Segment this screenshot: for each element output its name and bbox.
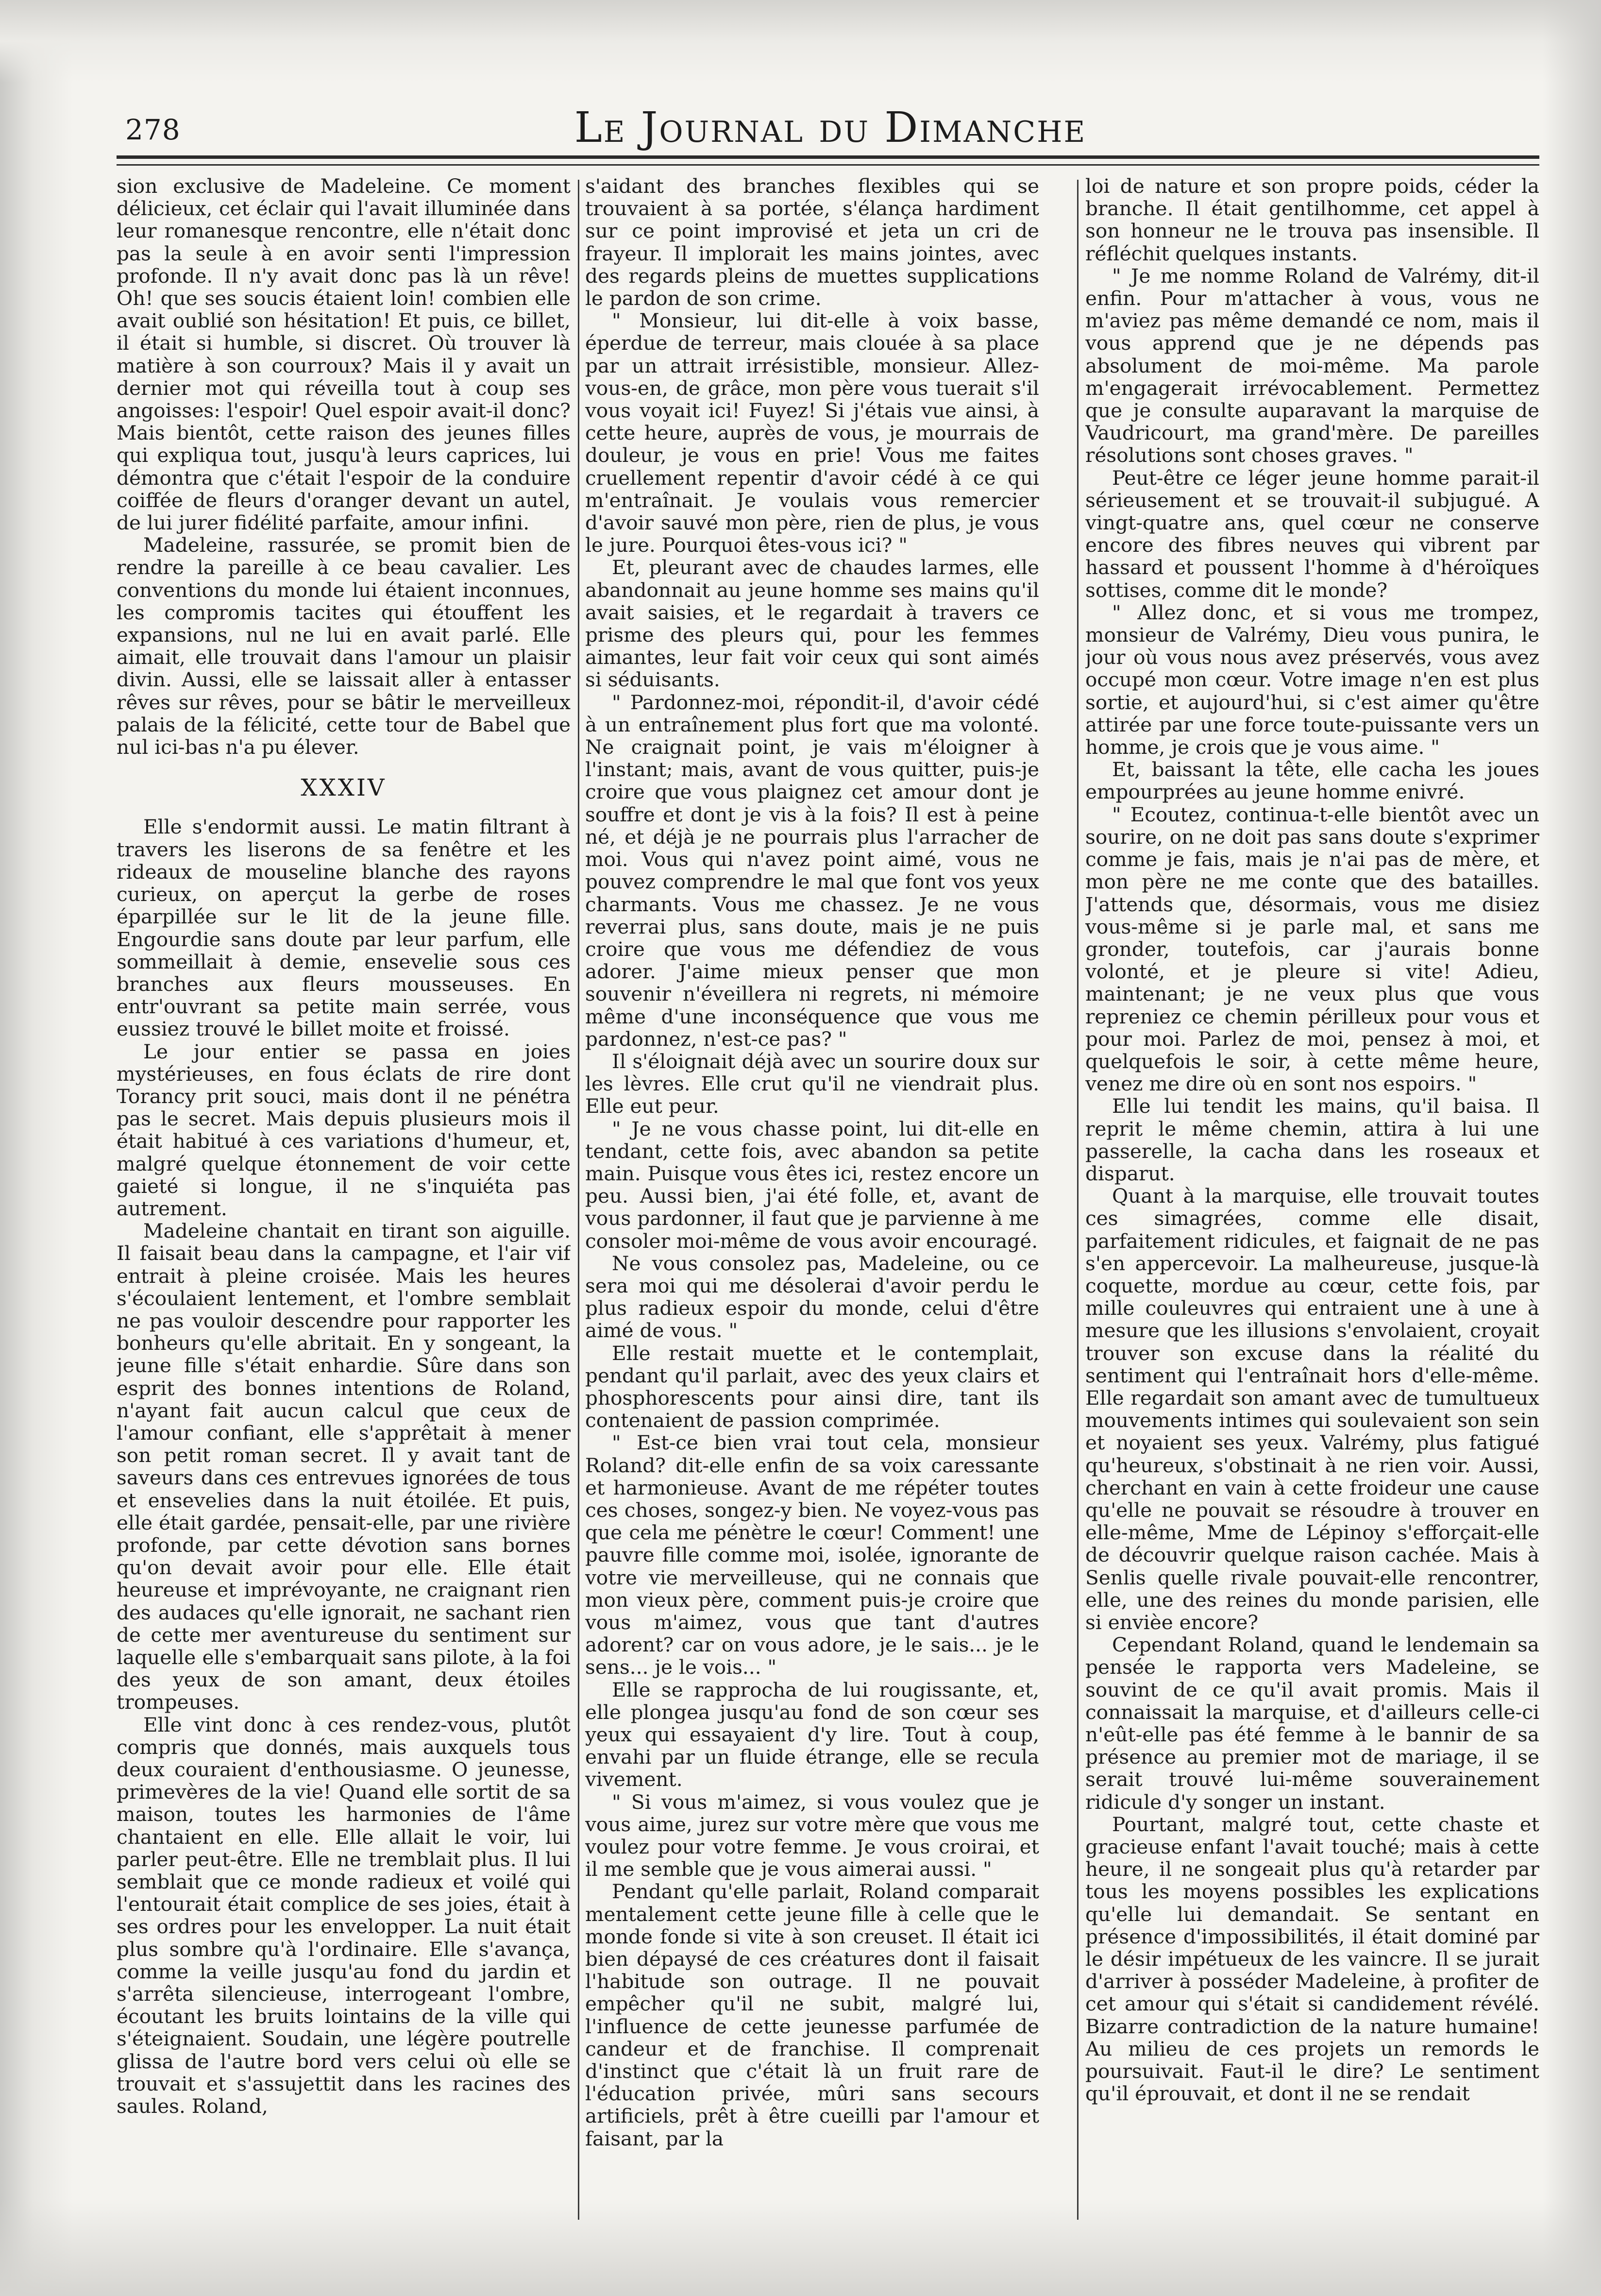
paragraph: Peut-être ce léger jeune homme parait-il sérieusement et se trouvait-il subjugué. A vingt-quatre ans, quel cœur ne conserve encore des fibres neuves qui vibrent par hassard et poussent l'homme à d'héroïques sottises, comme dit le monde? xyxy=(1085,466,1539,602)
paragraph: " Est-ce bien vrai tout cela, monsieur Roland? dit-elle enfin de sa voix caressante et harmonieuse. Avant de me répéter toutes ces choses, songez-y bien. Ne voyez-vous pas que cela me pénètre le cœur! Comment! une pauvre fille comme moi, isolée, ignorante de votre vie merveilleuse, qui ne connais que mon vieux père, comment puis-je croire que vous m'aimez, vous que tant d'autres adorent? car on vous adore, je le sais... je le sens... je le vois... " xyxy=(585,1431,1039,1679)
paragraph: Cependant Roland, quand le lendemain sa pensée le rapporta vers Madeleine, se souvint de ce qu'il avait promis. Mais il connaissait la marquise, et d'ailleurs celle-ci n'eût-elle pas été femme à le bannir de sa présence au premier mot de mariage, il se serait trouvé lui-même souverainement ridicule d'y songer un instant. xyxy=(1085,1633,1539,1814)
page-header xyxy=(117,100,1544,153)
paragraph: Elle se rapprocha de lui rougissante, et, elle plongea jusqu'au fond de son cœur ses yeux qui essayaient d'y lire. Tout à coup, envahi par un fluide étrange, elle se recula vivement. xyxy=(585,1678,1039,1791)
paragraph: " Monsieur, lui dit-elle à voix basse, éperdue de terreur, mais clouée à sa place par un attrait irrésistible, monsieur. Allez-vous-en, de grâce, mon père vous tuerait s'il vous voyait ici! Fuyez! Si j'étais vue ainsi, à cette heure, auprès de vous, je mourrais de douleur, je vous en prie! Vous me faites cruellement repentir d'avoir cédé à ce qui m'entraînait. Je voulais vous remercier d'avoir sauvé mon père, rien de plus, je vous le jure. Pourquoi êtes-vous ici? " xyxy=(585,309,1039,557)
text-column-2 xyxy=(585,175,1039,2234)
column-separator xyxy=(578,180,579,2220)
paragraph: s'aidant des branches flexibles qui se trouvaient à sa portée, s'élança hardiment sur ce point improvisé et jeta un cri de frayeur. Il implorait les mains jointes, avec des regards pleins de muettes supplications le pardon de son crime. xyxy=(585,175,1039,310)
paragraph: Elle lui tendit les mains, qu'il baisa. Il reprit le même chemin, attira à lui une passerelle, la cacha dans les roseaux et disparut. xyxy=(1085,1094,1539,1185)
paragraph: Elle vint donc à ces rendez-vous, plutôt compris que donnés, mais auxquels tous deux couraient d'enthousiasme. O jeunesse, primevères de la vie! Quand elle sortit de sa maison, toutes les harmonies de l'âme chantaient en elle. Elle allait le voir, lui parler peut-être. Elle ne tremblait plus. Il lui semblait que ce monde radieux et voilé qui l'entourait était complice de ses joies, était à ses ordres pour les envelopper. La nuit était plus sombre qu'à l'ordinaire. Elle s'avança, comme la veille jusqu'au fond du jardin et s'arrêta silencieuse, interrogeant l'ombre, écoutant les bruits lointains de la ville qui s'éteignaient. Soudain, une légère poutrelle glissa de l'autre bord vers celui où elle se trouvait et s'assujettit dans les racines des saules. Roland, xyxy=(117,1713,571,2118)
paragraph: Le jour entier se passa en joies mystérieuses, en fous éclats de rire dont Torancy prit souci, mais dont il ne pénétra pas le secret. Mais depuis plusieurs mois il était habitué à ces variations d'humeur, et, malgré quelque étonnement de voir cette gaieté si longue, il ne s'inquiéta pas autrement. xyxy=(117,1039,571,1220)
paragraph: " Allez donc, et si vous me trompez, monsieur de Valrémy, Dieu vous punira, le jour où vous nous avez préservés, vous avez occupé mon cœur. Votre image n'en est plus sortie, et aujourd'hui, si c'est aimer qu'être attirée par une force toute-puissante vers un homme, je crois que je vous aime. " xyxy=(1085,600,1539,759)
column-separator xyxy=(1077,180,1079,2220)
paragraph: Et, pleurant avec de chaudes larmes, elle abandonnait au jeune homme ses mains qu'il avait saisies, et le regardait à travers ce prisme des pleurs qui, pour les femmes aimantes, leur fait voir ceux qui sont aimés si séduisants. xyxy=(585,556,1039,692)
header-rule-thick xyxy=(117,155,1539,159)
paragraph: Elle s'endormit aussi. Le matin filtrant à travers les liserons de sa fenêtre et les rideaux de mouseline blanche des rayons curieux, on aperçut la gerbe de roses éparpillée sur le lit de la jeune fille. Engourdie sans doute par leur parfum, elle sommeillait à demie, ensevelie sous ces branches aux fleurs mousseuses. En entr'ouvrant sa petite main serrée, vous eussiez trouvé le billet moite et froissé. xyxy=(117,815,571,1041)
paragraph: " Si vous m'aimez, si vous voulez que je vous aime, jurez sur votre mère que vous me voulez pour votre femme. Je vous croirai, et il me semble que je vous aimerai aussi. " xyxy=(585,1790,1039,1881)
text-column-3 xyxy=(1085,175,1539,2234)
chapter-heading: XXXIV xyxy=(301,774,387,802)
paragraph: " Je ne vous chasse point, lui dit-elle en tendant, cette fois, avec abandon sa petite main. Puisque vous êtes ici, restez encore un peu. Aussi bien, j'ai été folle, et, avant de vous pardonner, il faut que je parvienne à me consoler moi-même de vous avoir encouragé. xyxy=(585,1117,1039,1253)
journal-title: Le Journal du Dimanche xyxy=(574,103,1087,152)
page-number: 278 xyxy=(125,113,181,146)
paragraph: Il s'éloignait déjà avec un sourire doux sur les lèvres. Elle crut qu'il ne viendrait plus. Elle eut peur. xyxy=(585,1049,1039,1118)
paragraph: Madeleine, rassurée, se promit bien de rendre la pareille à ce beau cavalier. Les conventions du monde lui étaient inconnues, les compromis tacites qui étouffent les expansions, nul ne lui en avait parlé. Elle aimait, elle trouvait dans l'amour un plaisir divin. Aussi, elle se laissait aller à entasser rêves sur rêves, pour se bâtir le merveilleux palais de la félicité, cette tour de Babel que nul ici-bas n'a pu élever. xyxy=(117,533,571,759)
text-column-1 xyxy=(117,175,571,2234)
header-rule-thin xyxy=(117,164,1539,166)
paragraph: " Ecoutez, continua-t-elle bientôt avec un sourire, on ne doit pas sans doute s'exprimer comme je fais, mais je n'ai pas de mère, et mon père ne me conte que des batailles. J'attends que, désormais, vous me disiez vous-même si je parle mal, et sans me gronder, toutefois, car j'aurais bonne volonté, et je pleure si vite! Adieu, maintenant; je ne veux plus que vous repreniez ce chemin périlleux pour vous et pour moi. Parlez de moi, pensez à moi, et quelquefois le soir, à cette même heure, venez me dire où en sont nos espoirs. " xyxy=(1085,802,1539,1096)
paragraph: Pendant qu'elle parlait, Roland comparait mentalement cette jeune fille à celle que le monde fonde si vite à son creuset. Il était ici bien dépaysé de ces créatures dont il faisait l'habitude son outrage. Il ne pouvait empêcher qu'il ne subit, malgré lui, l'influence de cette jeunesse parfumée de candeur et de franchise. Il comprenait d'instinct que c'était là un fruit rare de l'éducation privée, mûri sans secours artificiels, prêt à être cueilli par l'amour et faisant, par la xyxy=(585,1880,1039,2150)
scan-shadow-top xyxy=(0,0,1601,83)
paragraph: " Je me nomme Roland de Valrémy, dit-il enfin. Pour m'attacher à vous, vous ne m'aviez pas même demandé ce nom, mais il vous apprend que je ne dépends pas absolument de moi-même. Ma parole m'engagerait irrévocablement. Permettez que je consulte auparavant la marquise de Vaudricourt, ma grand'mère. De pareilles résolutions sont choses graves. " xyxy=(1085,264,1539,467)
paragraph: Ne vous consolez pas, Madeleine, ou ce sera moi qui me désolerai d'avoir perdu le plus radieux espoir du monde, celui d'être aimé de vous. " xyxy=(585,1251,1039,1343)
paragraph: Quant à la marquise, elle trouvait toutes ces simagrées, comme elle disait, parfaitement ridicules, et faignait de ne pas s'en appercevoir. La malheureuse, jusque-là coquette, mordue au cœur, cette fois, par mille couleuvres qui entraient une à une à mesure que les illusions s'envolaient, croyait trouver son excuse dans la réalité du sentiment qui l'entraînait hors d'elle-même. Elle regardait son amant avec de tumultueux mouvements intimes qui soulevaient son sein et noyaient ses yeux. Valrémy, plus fatigué qu'heureux, s'obstinait à ne rien voir. Aussi, cherchant en vain à cette froideur une cause qu'elle ne pouvait se résoudre à trouver en elle-même, Mme de Lépinoy s'efforçait-elle de découvrir quelque raison cachée. Mais à Senlis quelle rivale pouvait-elle rencontrer, elle, une des reines du monde parisien, elle si envièe encore? xyxy=(1085,1184,1539,1634)
scan-shadow-left xyxy=(0,0,73,2296)
paragraph: sion exclusive de Madeleine. Ce moment délicieux, cet éclair qui l'avait illuminée dans leur romanesque rencontre, elle n'était donc pas la seule à en avoir senti l'impression profonde. Il n'y avait donc pas là un rêve! Oh! que ses soucis étaient loin! combien elle avait oublié son hésitation! Et puis, ce billet, il était si humble, si discret. Où trouver là matière à son courroux? Mais il y avait un dernier mot qui réveilla tout à coup ses angoisses: l'espoir! Quel espoir avait-il donc? Mais bientôt, cette raison des jeunes filles qui expliqua tout, jusqu'à leurs caprices, lui démontra que c'était l'espoir de la conduire coiffée de fleurs d'oranger devant un autel, de lui jurer fidélité parfaite, amour infini. xyxy=(117,175,571,535)
paragraph: Madeleine chantait en tirant son aiguille. Il faisait beau dans la campagne, et l'air vif entrait à pleine croisée. Mais les heures s'écoulaient lentement, et l'ombre semblait ne pas vouloir descendre pour rapporter les bonheurs qu'elle abritait. En y songeant, la jeune fille s'était enhardie. Sûre dans son esprit des bonnes intentions de Roland, n'ayant fait aucun calcul que ceux de l'amour confiant, elle s'apprêtait à mener son petit roman secret. Il y avait tant de saveurs dans ces entrevues ignorées de tous et ensevelies dans la nuit étoilée. Et puis, elle était gardée, pensait-elle, par une rivière profonde, par cette dévotion sans bornes qu'on devait avoir pour elle. Elle était heureuse et imprévoyante, ne craignant rien des audaces qu'elle ignorait, ne sachant rien de cette mer aventureuse du sentiment sur laquelle elle s'embarquait sans pilote, à la foi des yeux de son amant, deux étoiles trompeuses. xyxy=(117,1219,571,1714)
paragraph: Pourtant, malgré tout, cette chaste et gracieuse enfant l'avait touché; mais à cette heure, il ne songeait plus qu'à retarder par tous les moyens possibles les explications qu'elle lui demandait. Se sentant en présence d'impossibilités, il était dominé par le désir impétueux de les vaincre. Il se jurait d'arriver à posséder Madeleine, à profiter de cet amour qui s'était si candidement révélé. Bizarre contradiction de la nature humaine! Au milieu de ces projets un remords le poursuivait. Faut-il le dire? Le sentiment qu'il éprouvait, et dont il ne se rendait xyxy=(1085,1812,1539,2106)
paragraph: loi de nature et son propre poids, céder la branche. Il était gentilhomme, cet appel à son honneur ne le trouva pas insensible. Il réfléchit quelques instants. xyxy=(1085,175,1539,265)
paragraph: " Pardonnez-moi, répondit-il, d'avoir cédé à un entraînement plus fort que ma volonté. Ne craignait point, je vais m'éloigner à l'instant; mais, avant de vous quitter, puis-je croire que vous plaignez cet amour dont je souffre et dont je vis à la fois? Il est à peine né, et déjà je ne pourrais plus l'arracher de moi. Vous qui n'avez point aimé, vous ne pouvez comprendre le mal que font vos yeux charmants. Vous me chassez. Je ne vous reverrai plus, sans doute, mais je ne puis croire que vous me défendiez de vous adorer. J'aime mieux penser que mon souvenir n'éveillera ni regrets, ni mémoire même d'une inconséquence que vous me pardonnez, n'est-ce pas? " xyxy=(585,690,1039,1051)
paragraph: Elle restait muette et le contemplait, pendant qu'il parlait, avec des yeux clairs et phosphorescents pour ainsi dire, tant ils contenaient de passion comprimée. xyxy=(585,1341,1039,1432)
scan-shadow-right xyxy=(1543,0,1601,2296)
paragraph: Et, baissant la tête, elle cacha les joues empourprées au jeune homme enivré. xyxy=(1085,758,1539,804)
